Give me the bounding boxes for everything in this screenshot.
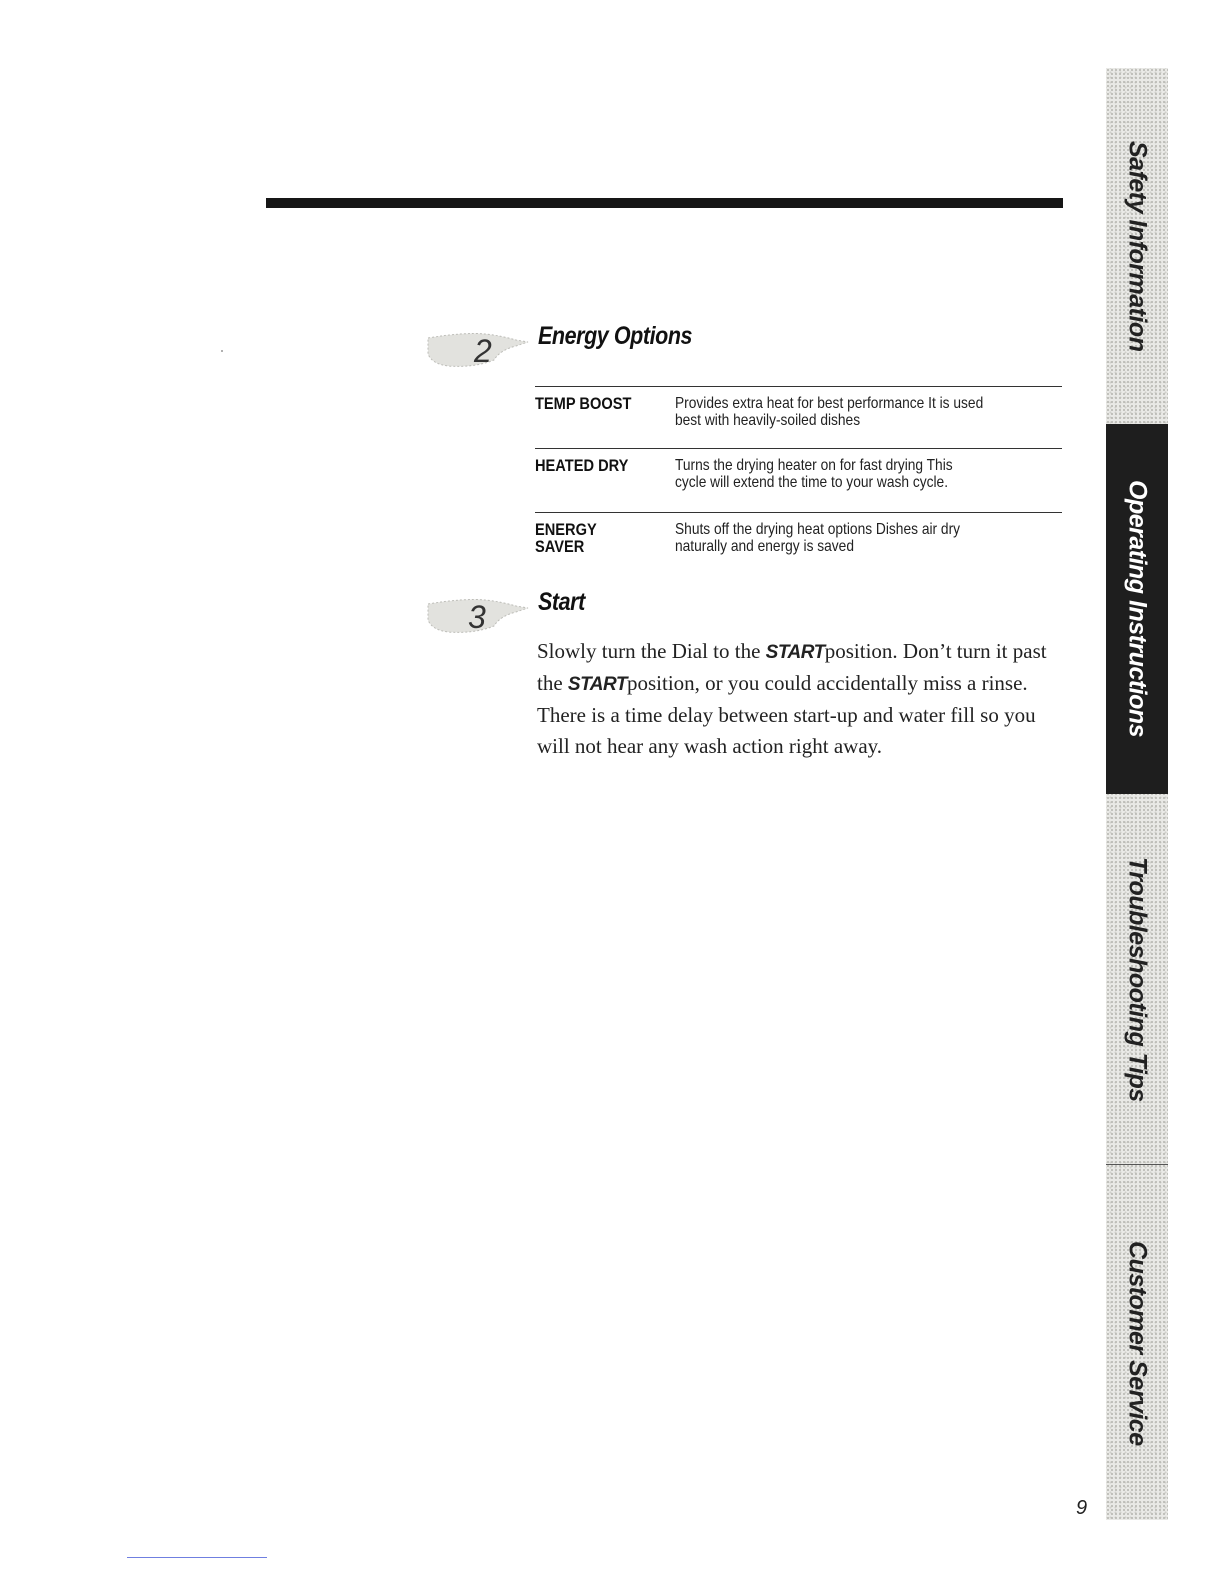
table-row [535,512,1062,571]
section-tabs [1106,68,1168,1520]
option-description: Provides extra heat for best performance It is used best with heavily-soiled dishes [675,395,984,429]
energy-options-title: Energy Options [538,322,693,350]
option-description: Turns the drying heater on for fast drying This cycle will extend the time to your wash cycle. [675,457,953,491]
step-number: 2 [474,333,492,369]
energy-options-table [535,386,1062,571]
tab-operating-instructions[interactable] [1106,424,1168,794]
body-text: position, or you could accidentally miss a rinse. There is a time delay between start-up and water fill so you will not hear any wash action right away. [537,671,1036,758]
body-text: Slowly turn the Dial to the [537,639,766,663]
option-name: TEMP BOOST [535,394,632,413]
start-title: Start [538,588,585,616]
pointing-hand-icon [424,590,532,636]
tab-label: Safety Information [1123,140,1152,352]
tab-label: Troubleshooting Tips [1123,856,1152,1102]
tab-troubleshooting-tips[interactable] [1106,794,1168,1164]
table-row [535,448,1062,512]
header-rule [266,198,1063,208]
option-name: HEATED DRY [535,456,629,475]
start-keyword: START [567,674,627,695]
page-number: 9 [1076,1497,1088,1519]
footer-line [127,1557,267,1558]
start-keyword: START [765,642,825,663]
tab-label: Customer Service [1123,1240,1152,1446]
table-row [535,386,1062,448]
tab-label: Operating Instructions [1123,480,1152,738]
scan-speck [221,350,223,352]
option-description: Shuts off the drying heat options Dishes air dry naturally and energy is saved [675,521,961,555]
option-name: ENERGY SAVER [535,520,597,556]
step-number: 3 [468,599,486,635]
tab-customer-service[interactable] [1106,1164,1168,1521]
pointing-hand-icon [424,324,532,370]
body-text: position. Don’t turn it past the [537,639,1047,695]
start-instructions [537,636,1067,762]
tab-safety-information[interactable] [1106,68,1168,424]
